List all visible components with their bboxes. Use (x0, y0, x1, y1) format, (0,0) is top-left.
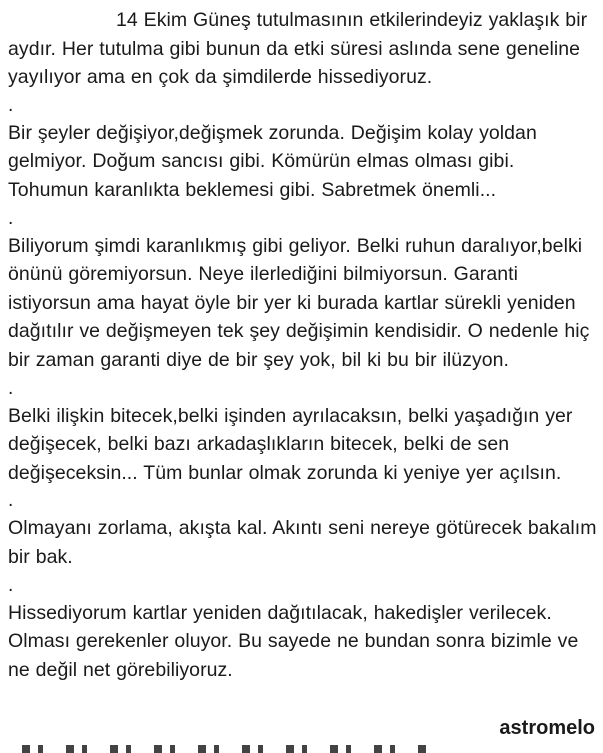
paragraph-5: Olmayanı zorlama, akışta kal. Akıntı seni nereye götürecek bakalım bir bak. (8, 517, 597, 568)
author-signature: astromelo (499, 717, 595, 739)
separator-dot: . (8, 94, 14, 116)
cut-off-text-fragment (0, 745, 603, 753)
paragraph-2: Bir şeyler değişiyor,değişmek zorunda. Değişim kolay yoldan gelmiyor. Doğum sancısı gibi. Kömürün elmas olması gibi. Tohumun karanlıkta beklemesi gibi. Sabretmek önemli... (8, 121, 537, 201)
paragraph-3: Biliyorum şimdi karanlıkmış gibi geliyor. Belki ruhun daralıyor,belki önünü göremiyorsun. Neye ilerlediğini bilmiyorsun. Garanti istiyorsun ama hayat öyle bir yer ki burada kartlar sürekli yeniden dağıtılır ve değişmeyen tek şey değişimin kendisidir. O nedenle hiç bir zaman garanti diye de bir şey yok, bil ki bu bir ilüzyon. (8, 234, 590, 371)
paragraph-1: 14 Ekim Güneş tutulmasının etkilerindeyiz yaklaşık bir aydır. Her tutulma gibi bunun da etki süresi aslında sene geneline yayılıyor ama en çok da şimdilerde hissediyoruz. (8, 9, 588, 89)
separator-dot: . (8, 377, 14, 399)
paragraph-6: Hissediyorum kartlar yeniden dağıtılacak, hakedişler verilecek. Olması gerekenler oluyor. Bu sayede ne bundan sonra bizimle ve ne değil net görebiliyoruz. (8, 601, 579, 681)
paragraph-4: Belki ilişkin bitecek,belki işinden ayrılacaksın, belki yaşadığın yer değişecek, belki bazı arkadaşlıkların bitecek, belki de sen değişeceksin... Tüm bunlar olmak zorunda ki yeniye yer açılsın. (8, 404, 573, 484)
separator-dot: . (8, 574, 14, 596)
separator-dot: . (8, 490, 14, 512)
cut-off-line (8, 745, 428, 753)
separator-dot: . (8, 207, 14, 229)
